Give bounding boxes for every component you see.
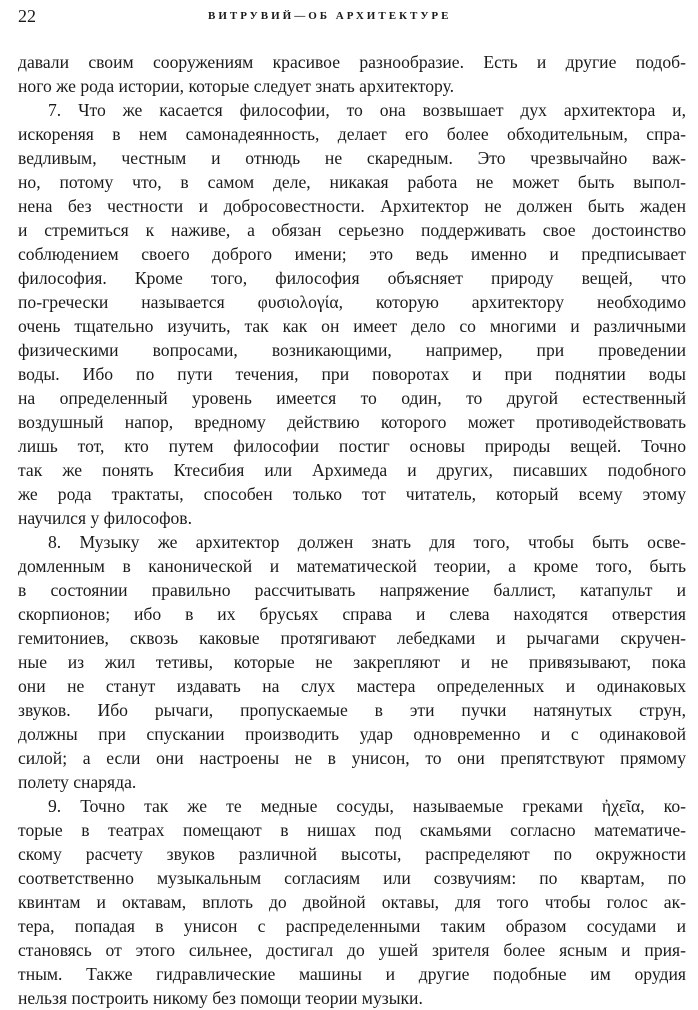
text-line: в состоянии правильно рассчитывать напряжение баллист, катапульт и [18, 580, 686, 600]
text-line: тера, попадая в унисон с распределенными таким образом сосудами и [18, 916, 686, 936]
text-line: на определенный уровень имеется то один, то другой естественный [18, 388, 686, 408]
text-line: же рода трактаты, способен только тот читатель, который всему этому [18, 484, 686, 504]
text-line: так же понять Ктесибия или Архимеда и других, писавших подобного [18, 460, 686, 480]
text-line: но, потому что, в самом деле, никакая работа не может быть выпол- [18, 172, 686, 192]
text-line: соответственно музыкальным согласиям или созвучиям: по квартам, по [18, 868, 686, 888]
text-line: становясь от этого сильнее, достигал до ушей зрителя более ясным и прия- [18, 940, 686, 960]
text-line: воздушный напор, вредному действию которого может противодействовать [18, 412, 686, 432]
paragraph-start-line: 8. Музыку же архитектор должен знать для того, чтобы быть осве- [48, 532, 686, 552]
text-line: квинтам и октавам, вплоть до двойной октавы, для того чтобы голос ак- [18, 892, 686, 912]
text-line: воды. Ибо по пути течения, при поворотах и при поднятии воды [18, 364, 686, 384]
text-line: они не станут издавать на слух мастера определенных и одинаковых [18, 676, 686, 696]
text-line: и стремиться к наживе, а обязан серьезно поддерживать свое достоинство [18, 220, 686, 240]
text-line: по-гречески называется φυσιολογία, которую архитектору необходимо [18, 292, 686, 312]
paragraph-start-line: 9. Точно так же те медные сосуды, называемые греками ἠχεῖα, ко- [48, 796, 686, 816]
text-line: искореняя в нем самонадеянность, делает его более обходительным, спра- [18, 124, 686, 144]
text-line: торые в театрах помещают в нишах под скамьями согласно математиче- [18, 820, 686, 840]
text-line: научился у философов. [18, 508, 193, 528]
text-line: ного же рода истории, которые следует знать архитектору. [18, 76, 455, 96]
text-line: силой; а если они настроены не в унисон, то они препятствуют прямому [18, 748, 686, 768]
book-page [18, 0, 686, 1008]
text-line: ные из жил тетивы, которые не закрепляют и не привязывают, пока [18, 652, 686, 672]
text-line: нельзя построить никому без помощи теории музыки. [18, 988, 423, 1008]
text-line: домленным в канонической и математической теории, а кроме того, быть [18, 556, 686, 576]
text-line: должны при спускании производить удар одновременно и с одинаковой [18, 724, 686, 744]
paragraph-start-line: 7. Что же касается философии, то она возвышает дух архитектора и, [48, 100, 686, 120]
text-line: скому расчету звуков различной высоты, распределяют по окружности [18, 844, 686, 864]
text-line: тным. Также гидравлические машины и другие подобные им орудия [18, 964, 686, 984]
text-line: нена без честности и добросовестности. Архитектор не должен быть жаден [18, 196, 686, 216]
text-line: гемитониев, сквозь каковые протягивают лебедками и рычагами скручен- [18, 628, 686, 648]
page-number: 22 [18, 6, 36, 26]
text-line: давали своим сооружениям красивое разнообразие. Есть и другие подоб- [18, 52, 686, 72]
text-line: скорпионов; ибо в их брусьях справа и слева находятся отверстия [18, 604, 686, 624]
text-line: полету снаряда. [18, 772, 137, 792]
page-body [18, 50, 686, 1010]
text-line: очень тщательно изучить, так как он имеет дело со многими и различными [18, 316, 686, 336]
text-line: ведливым, честным и отнюдь не скаредным. Это чрезвычайно важ- [18, 148, 686, 168]
text-line: соблюдением своего доброго имени; это ведь именно и предписывает [18, 244, 686, 264]
running-title: ВИТРУВИЙ—ОБ АРХИТЕКТУРЕ [208, 10, 452, 22]
text-line: лишь тот, кто путем философии постиг основы природы вещей. Точно [18, 436, 686, 456]
page-header [18, 6, 686, 28]
text-line: физическими вопросами, возникающими, например, при проведении [18, 340, 686, 360]
text-line: философия. Кроме того, философия объясняет природу вещей, что [18, 268, 686, 288]
text-line: звуков. Ибо рычаги, пропускаемые в эти пучки натянутых струн, [18, 700, 686, 720]
